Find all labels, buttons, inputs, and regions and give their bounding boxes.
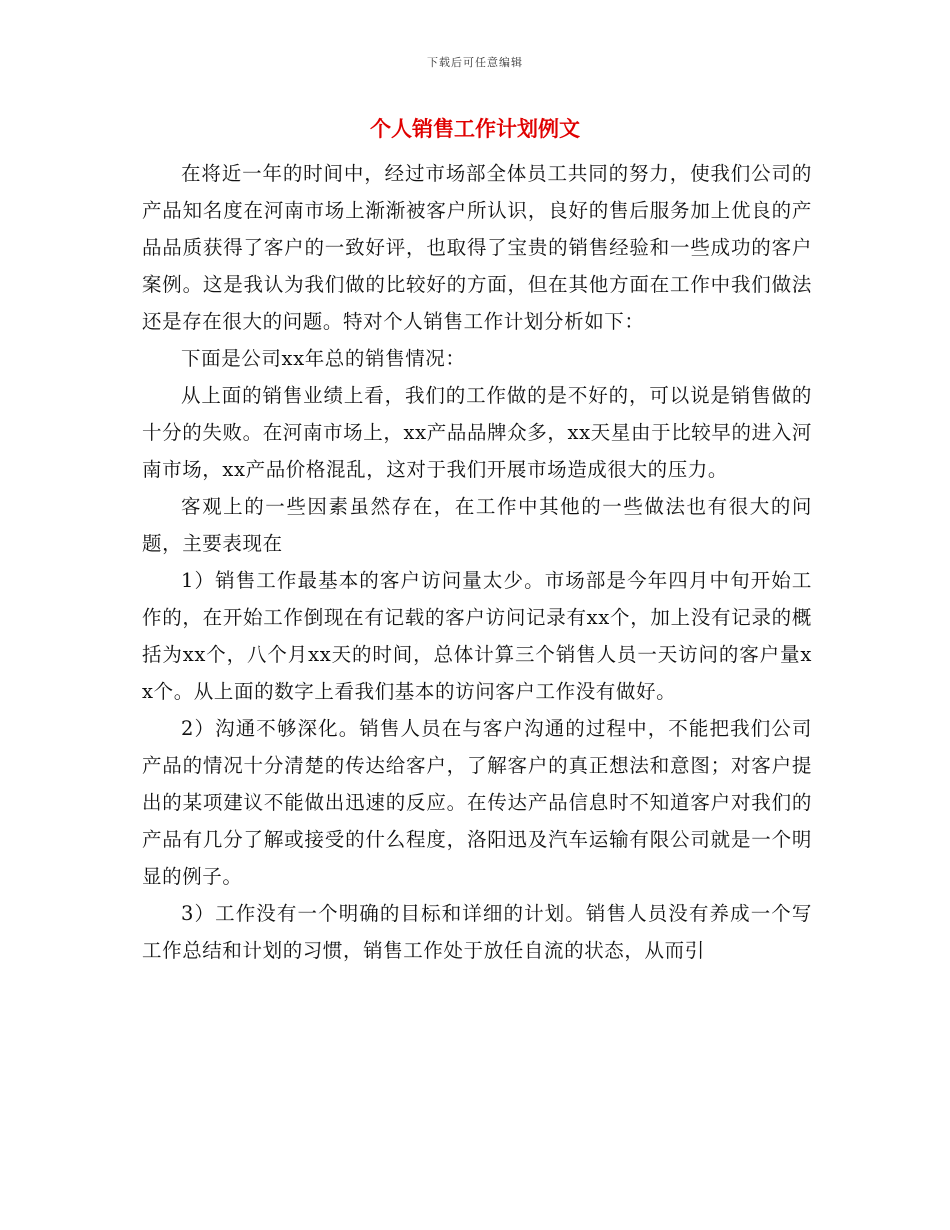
paragraph-point-1: 1）销售工作最基本的客户访问量太少。市场部是今年四月中旬开始工作的，在开始工作倒现在有记载的客户访问记录有xx个，加上没有记录的概括为xx个，八个月xx天的时间，总体计算三个销售人员一天访问的客户量xx个。从上面的数字上看我们基本的访问客户工作没有做好。 (142, 569, 812, 703)
document-body (142, 155, 812, 969)
paragraph-point-2: 2）沟通不够深化。销售人员在与客户沟通的过程中，不能把我们公司产品的情况十分清楚的传达给客户，了解客户的真正想法和意图；对客户提出的某项建议不能做出迅速的反应。在传达产品信息时不知道客户对我们的产品有几分了解或接受的什么程度，洛阳迅及汽车运输有限公司就是一个明显的例子。 (142, 717, 812, 888)
paragraph-intro: 在将近一年的时间中，经过市场部全体员工共同的努力，使我们公司的产品知名度在河南市场上渐渐被客户所认识，良好的售后服务加上优良的产品品质获得了客户的一致好评，也取得了宝贵的销售经验和一些成功的客户案例。这是我认为我们做的比较好的方面，但在其他方面在工作中我们做法还是存在很大的问题。特对个人销售工作计划分析如下： (142, 162, 812, 333)
paragraph-point-3: 3）工作没有一个明确的目标和详细的计划。销售人员没有养成一个写工作总结和计划的习惯，销售工作处于放任自流的状态，从而引 (142, 902, 812, 962)
paragraph-problems-intro: 客观上的一些因素虽然存在，在工作中其他的一些做法也有很大的问题，主要表现在 (142, 495, 812, 555)
header-note: 下载后可任意编辑 (427, 56, 523, 69)
paragraph-performance: 从上面的销售业绩上看，我们的工作做的是不好的，可以说是销售做的十分的失败。在河南市场上，xx产品品牌众多，xx天星由于比较早的进入河南市场，xx产品价格混乱，这对于我们开展市场造成很大的压力。 (142, 384, 812, 481)
document-title: 个人销售工作计划例文 (370, 117, 580, 141)
paragraph-sales-summary: 下面是公司xx年总的销售情况： (181, 347, 466, 370)
